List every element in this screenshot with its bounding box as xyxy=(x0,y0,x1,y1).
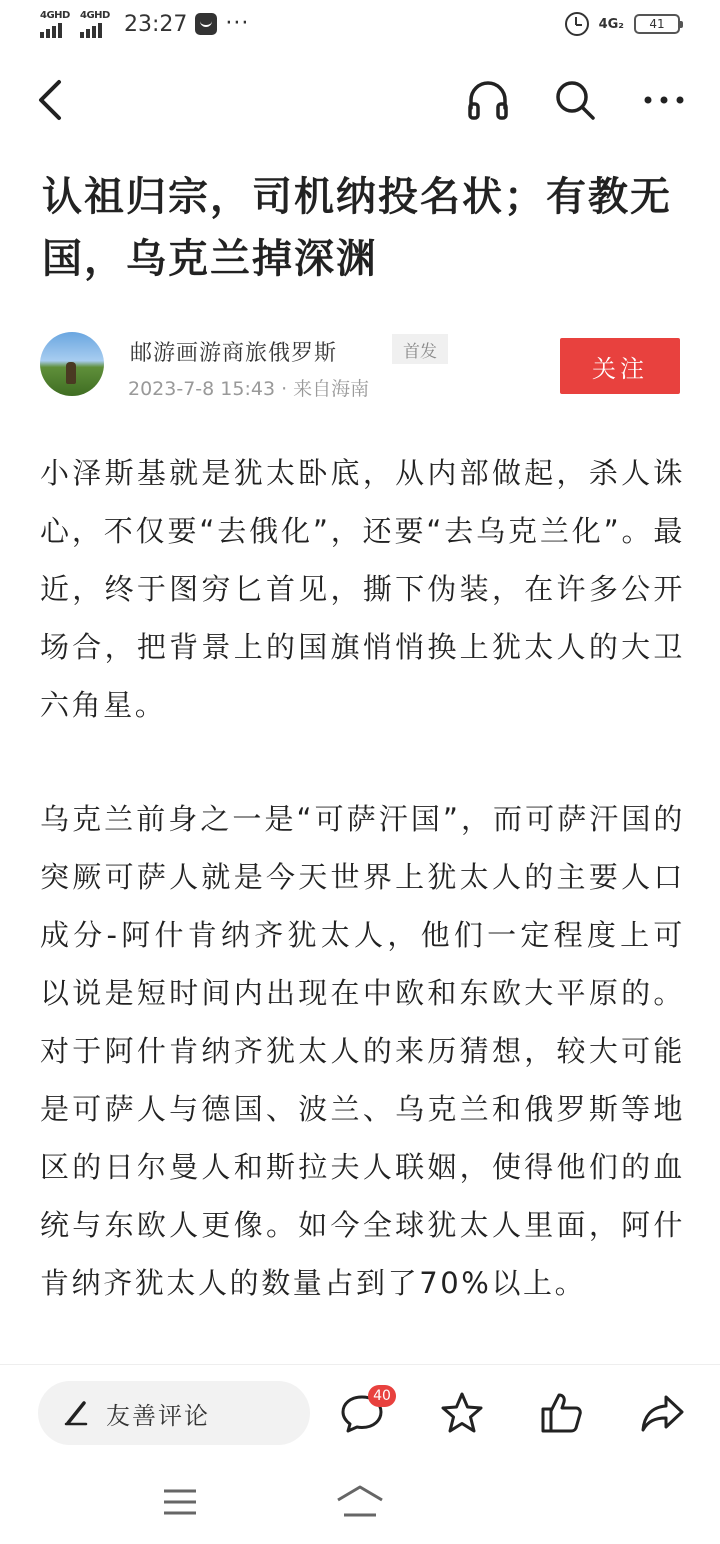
paragraph: 乌克兰前身之一是“可萨汗国”，而可萨汗国的突厥可萨人就是今天世界上犹太人的主要人口成分-阿什肯纳齐犹太人，他们一定程度上可以说是短时间内出现在中欧和东欧大平原的。对于阿什肯纳齐犹太人的来历猜想，较大可能是可萨人与德国、波兰、乌克兰和俄罗斯等地区的日尔曼人和斯拉夫人联姻，使得他们的血统与东欧人更像。如今全球犹太人里面，阿什肯纳齐犹太人的数量占到了70%以上。 xyxy=(40,802,685,1300)
share-arrow-icon xyxy=(638,1389,686,1437)
first-publish-badge: 首发 xyxy=(392,334,448,364)
avatar[interactable] xyxy=(40,332,104,396)
home-icon xyxy=(334,1484,386,1520)
author-row xyxy=(40,332,680,402)
article-body xyxy=(40,444,685,1368)
more-button[interactable] xyxy=(640,76,688,124)
signal-icon: 4GHD xyxy=(40,10,72,38)
star-icon xyxy=(438,1389,486,1437)
status-right xyxy=(565,12,680,36)
signal-icon: 4GHD xyxy=(80,10,112,38)
recent-apps-button[interactable] xyxy=(154,1480,206,1524)
battery-icon xyxy=(634,14,680,34)
bottom-action-bar xyxy=(0,1364,720,1460)
headphones-icon xyxy=(466,78,510,122)
post-meta: 2023-7-8 15:43 · 来自海南 xyxy=(128,378,370,400)
status-left xyxy=(40,10,249,38)
system-nav-bar xyxy=(0,1460,720,1544)
home-button[interactable] xyxy=(334,1480,386,1524)
alarm-icon xyxy=(565,12,589,36)
comment-input[interactable] xyxy=(38,1381,310,1445)
more-icon xyxy=(642,78,686,122)
status-time: 23:27 xyxy=(124,11,188,37)
author-name[interactable]: 邮游画游商旅俄罗斯 xyxy=(130,341,338,366)
network-indicator: 4G₂ xyxy=(598,16,624,32)
search-button[interactable] xyxy=(551,76,599,124)
comment-count-badge: 40 xyxy=(368,1385,396,1407)
pen-icon xyxy=(62,1399,90,1427)
article-title: 认祖归宗，司机纳投名状；有教无国，乌克兰掉深渊 xyxy=(42,174,672,282)
message-icon xyxy=(195,13,217,35)
search-icon xyxy=(553,78,597,122)
back-button[interactable] xyxy=(26,76,74,124)
comment-placeholder: 友善评论 xyxy=(106,1401,210,1430)
follow-button[interactable]: 关注 xyxy=(560,338,680,394)
like-button[interactable] xyxy=(534,1385,590,1441)
more-notifications-icon: ··· xyxy=(225,11,250,36)
share-button[interactable] xyxy=(634,1385,690,1441)
favorite-button[interactable] xyxy=(434,1385,490,1441)
thumbs-up-icon xyxy=(538,1389,586,1437)
audio-button[interactable] xyxy=(464,76,512,124)
paragraph: 小泽斯基就是犹太卧底，从内部做起，杀人诛心，不仅要“去俄化”，还要“去乌克兰化”。最近，终于图穷匕首见，撕下伪装，在许多公开场合，把背景上的国旗悄悄换上犹太人的大卫六角星。 xyxy=(40,456,685,722)
battery-level: 41 xyxy=(649,17,665,31)
menu-icon xyxy=(162,1487,198,1517)
top-nav xyxy=(0,60,720,140)
back-arrow-icon xyxy=(35,78,65,122)
status-bar xyxy=(0,0,720,52)
